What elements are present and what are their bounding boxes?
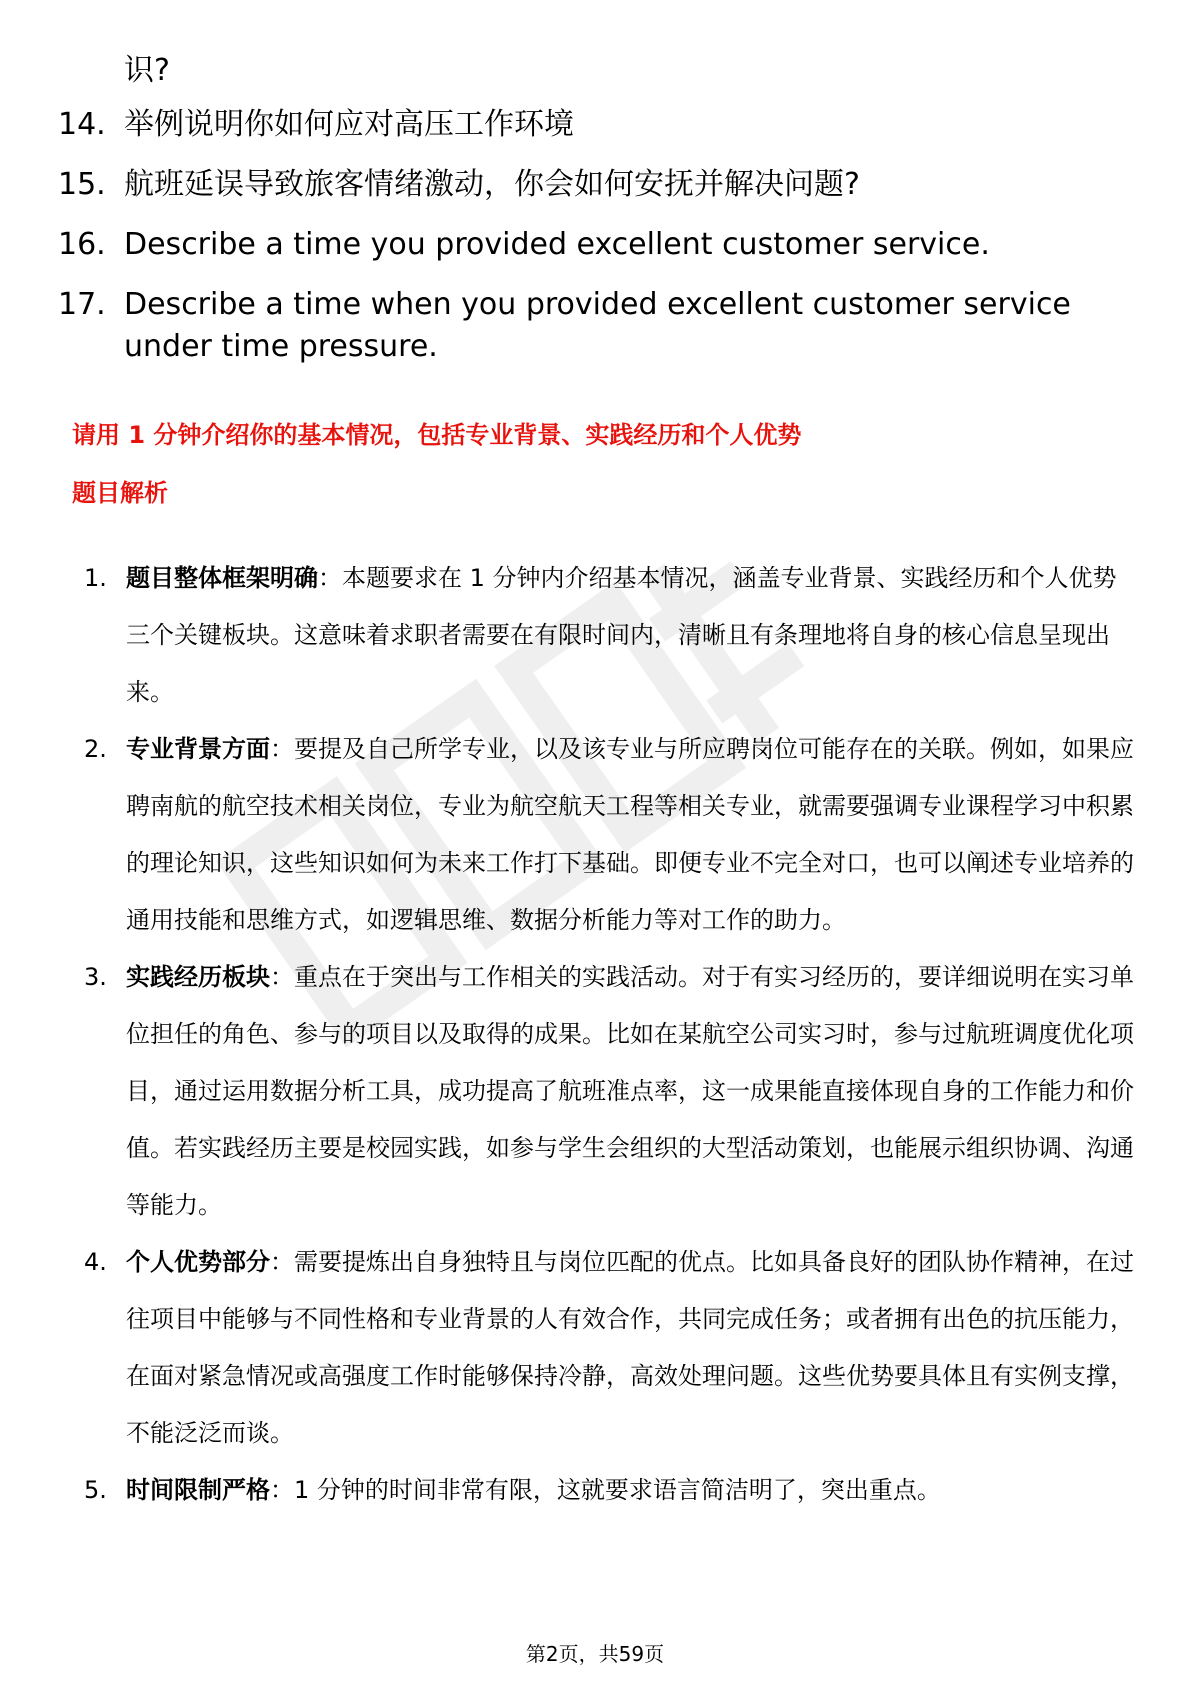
analysis-text: 本题要求在 1 分钟内介绍基本情况，涵盖专业背景、实践经历和个人优势三个关键板块。这意味着求职者需要在有限时间内，清晰且有条理地将自身的核心信息呈现出来。 (126, 564, 1117, 706)
question-item (58, 284, 1118, 368)
analysis-text: 重点在于突出与工作相关的实践活动。对于有实习经历的，要详细说明在实习单位担任的角色、参与的项目以及取得的成果。比如在某航空公司实习时，参与过航班调度优化项目，通过运用数据分析工具，成功提高了航班准点率，这一成果能直接体现自身的工作能力和价值。若实践经历主要是校园实践，如参与学生会组织的大型活动策划，也能展示组织协调、沟通等能力。 (126, 963, 1134, 1219)
question-number: 16. (58, 227, 106, 262)
analysis-item (84, 1234, 1134, 1462)
analysis-item (84, 949, 1134, 1234)
analysis-separator: ： (270, 1248, 294, 1276)
question-item (58, 50, 1118, 92)
analysis-number: 2. (84, 735, 107, 763)
analysis-title: 专业背景方面 (126, 735, 270, 763)
analysis-title: 个人优势部分 (126, 1248, 270, 1276)
analysis-separator: ： (318, 564, 342, 592)
analysis-list (84, 550, 1134, 1519)
analysis-number: 4. (84, 1248, 107, 1276)
question-text: 识? (124, 53, 170, 88)
analysis-item (84, 721, 1134, 949)
question-text: Describe a time when you provided excellent customer service under time pressure. (124, 287, 1071, 364)
question-number: 17. (58, 287, 106, 322)
analysis-separator: ： (270, 963, 294, 991)
analysis-body (126, 1234, 1134, 1462)
analysis-separator: ： (270, 1476, 294, 1504)
analysis-number: 3. (84, 963, 107, 991)
question-item (58, 164, 1118, 206)
analysis-title: 时间限制严格 (126, 1476, 270, 1504)
question-number: 14. (58, 107, 106, 142)
page-footer: 第2页，共59页 (525, 1642, 665, 1666)
section-subheading: 题目解析 (72, 479, 168, 507)
analysis-item (84, 1462, 1134, 1519)
analysis-body (126, 1462, 1134, 1519)
question-text: Describe a time you provided excellent customer service. (124, 227, 990, 262)
analysis-text: 要提及自己所学专业，以及该专业与所应聘岗位可能存在的关联。例如，如果应聘南航的航空技术相关岗位，专业为航空航天工程等相关专业，就需要强调专业课程学习中积累的理论知识，这些知识如何为未来工作打下基础。即便专业不完全对口，也可以阐述专业培养的通用技能和思维方式，如逻辑思维、数据分析能力等对工作的助力。 (126, 735, 1134, 934)
analysis-separator: ： (270, 735, 294, 763)
analysis-body (126, 949, 1134, 1234)
analysis-number: 1. (84, 564, 107, 592)
question-list (58, 50, 1118, 386)
analysis-body (126, 721, 1134, 949)
analysis-text: 需要提炼出自身独特且与岗位匹配的优点。比如具备良好的团队协作精神，在过往项目中能够与不同性格和专业背景的人有效合作，共同完成任务；或者拥有出色的抗压能力，在面对紧急情况或高强度工作时能够保持冷静，高效处理问题。这些优势要具体且有实例支撑，不能泛泛而谈。 (126, 1248, 1134, 1447)
analysis-title: 题目整体框架明确 (126, 564, 318, 592)
analysis-text: 1 分钟的时间非常有限，这就要求语言简洁明了，突出重点。 (294, 1476, 941, 1504)
question-item (58, 104, 1118, 146)
analysis-title: 实践经历板块 (126, 963, 270, 991)
question-text: 举例说明你如何应对高压工作环境 (124, 107, 574, 142)
question-number: 15. (58, 167, 106, 202)
analysis-body (126, 550, 1134, 721)
analysis-item (84, 550, 1134, 721)
question-text: 航班延误导致旅客情绪激动，你会如何安抚并解决问题? (124, 167, 860, 202)
question-number (58, 50, 124, 92)
analysis-number: 5. (84, 1476, 107, 1504)
question-item (58, 224, 1118, 266)
section-heading: 请用 1 分钟介绍你的基本情况，包括专业背景、实践经历和个人优势 (72, 421, 802, 449)
